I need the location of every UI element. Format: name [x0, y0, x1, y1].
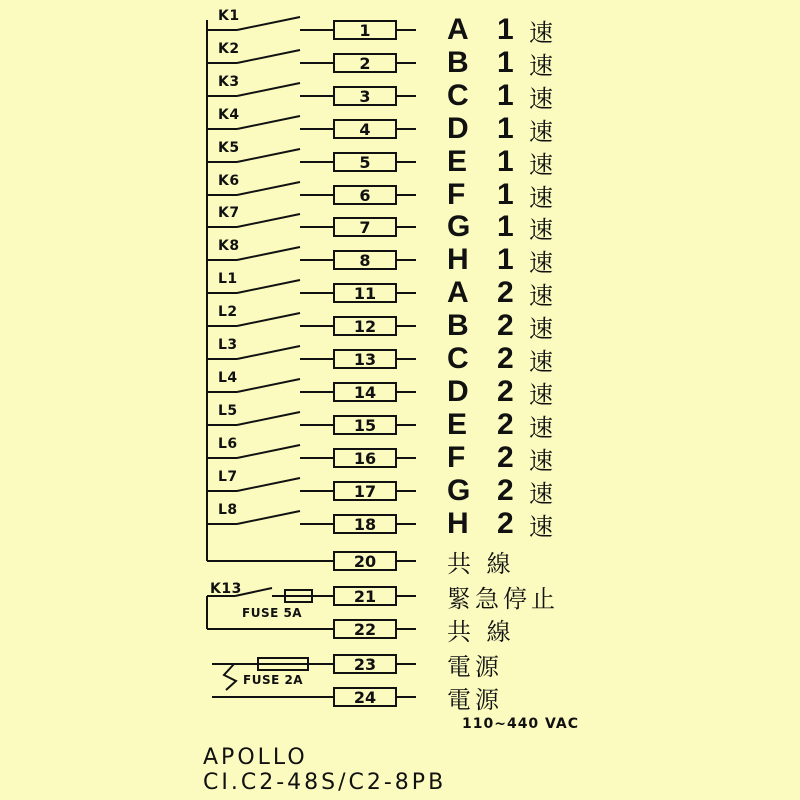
terminal-1-box — [333, 20, 397, 40]
terminal-21-number: 21 — [353, 587, 377, 606]
model-number: CI.C2-48S/C2-8PB — [203, 770, 447, 795]
switch-label-k8: K8 — [218, 238, 240, 254]
speed-group-letter: H — [447, 507, 469, 540]
speed-number: 1 — [497, 112, 514, 145]
speed-number: 2 — [497, 342, 514, 375]
speed-group-letter: E — [447, 145, 468, 178]
terminal-24-box — [333, 687, 397, 707]
terminal-22-box — [333, 619, 397, 639]
terminal-number: 12 — [353, 317, 377, 336]
switch-label-l2: L2 — [218, 304, 238, 320]
speed-group-letter: F — [447, 178, 466, 211]
terminal-8-box — [333, 250, 397, 270]
speed-number: 2 — [497, 375, 514, 408]
speed-suffix: 速 — [529, 84, 553, 113]
terminal-number: 2 — [359, 54, 371, 73]
speed-suffix: 速 — [529, 314, 553, 343]
speed-suffix: 速 — [529, 117, 553, 146]
fuse-5a-label: FUSE 5A — [242, 606, 303, 620]
switch-blade-l5 — [237, 412, 300, 425]
terminal-number: 18 — [353, 515, 377, 534]
speed-number: 1 — [497, 243, 514, 276]
power-label-b — [447, 681, 503, 713]
switch-label-l8: L8 — [218, 502, 238, 518]
speed-number: 2 — [497, 441, 514, 474]
terminal-number: 7 — [359, 218, 371, 237]
speed-suffix: 速 — [529, 18, 553, 47]
speed-group-letter: G — [447, 474, 471, 507]
speed-suffix: 速 — [529, 512, 553, 541]
terminal-7-box — [333, 217, 397, 237]
switch-label-k4: K4 — [218, 107, 240, 123]
speed-number: 1 — [497, 79, 514, 112]
switch-label-k7: K7 — [218, 205, 240, 221]
switch-blade-k7 — [237, 214, 300, 227]
switch-blade-l7 — [237, 478, 300, 491]
speed-group-letter: B — [447, 309, 469, 342]
switch-label-l1: L1 — [218, 271, 238, 287]
speed-group-letter: D — [447, 375, 469, 408]
speed-description — [447, 343, 553, 375]
speed-suffix: 速 — [529, 380, 553, 409]
terminal-number: 11 — [353, 284, 377, 303]
switch-blade-l4 — [237, 379, 300, 392]
speed-number: 1 — [497, 145, 514, 178]
terminal-number: 8 — [359, 251, 371, 270]
switch-blade-k2 — [237, 50, 300, 63]
speed-description — [447, 475, 553, 507]
terminal-18-box — [333, 514, 397, 534]
switch-label-k5: K5 — [218, 140, 240, 156]
speed-description — [447, 113, 553, 145]
speed-group-letter: F — [447, 441, 466, 474]
speed-description — [447, 179, 553, 211]
terminal-22-number: 22 — [353, 620, 377, 639]
speed-suffix: 速 — [529, 183, 553, 212]
speed-description — [447, 277, 553, 309]
switch-blade-k3 — [237, 83, 300, 96]
switch-label-l7: L7 — [218, 469, 238, 485]
emergency-stop-text: 緊急停止 — [447, 584, 559, 613]
speed-suffix: 速 — [529, 446, 553, 475]
switch-blade-l8 — [237, 511, 300, 524]
speed-description — [447, 211, 553, 243]
terminal-3-box — [333, 86, 397, 106]
terminal-number: 13 — [353, 350, 377, 369]
terminal-15-box — [333, 415, 397, 435]
switch-label-k3: K3 — [218, 74, 240, 90]
speed-group-letter: D — [447, 112, 469, 145]
terminal-6-box — [333, 185, 397, 205]
switch-blade-k8 — [237, 247, 300, 260]
speed-group-letter: B — [447, 46, 469, 79]
switch-label-k1: K1 — [218, 8, 240, 24]
terminal-number: 14 — [353, 383, 377, 402]
speed-number: 1 — [497, 178, 514, 211]
switch-blade-k4 — [237, 116, 300, 129]
terminal-number: 3 — [359, 87, 371, 106]
brand-name: APOLLO — [203, 745, 308, 770]
emergency-stop-label — [447, 580, 559, 612]
speed-description — [447, 442, 553, 474]
common-line-label — [447, 545, 515, 577]
speed-group-letter: H — [447, 243, 469, 276]
power-text-b: 電源 — [447, 685, 503, 714]
emergency-common-label — [447, 613, 515, 645]
switch-blade-k1 — [237, 17, 300, 30]
terminal-20-number: 20 — [353, 552, 377, 571]
common-line-text: 共 線 — [447, 549, 515, 578]
terminal-13-box — [333, 349, 397, 369]
terminal-2-box — [333, 53, 397, 73]
terminal-11-box — [333, 283, 397, 303]
speed-number: 1 — [497, 210, 514, 243]
terminal-23-box — [333, 654, 397, 674]
switch-blade-k5 — [237, 149, 300, 162]
power-text-a: 電源 — [447, 652, 503, 681]
terminal-number: 6 — [359, 186, 371, 205]
switch-label-l6: L6 — [218, 436, 238, 452]
switch-label-k2: K2 — [218, 41, 240, 57]
terminal-17-box — [333, 481, 397, 501]
speed-description — [447, 409, 553, 441]
speed-suffix: 速 — [529, 51, 553, 80]
speed-description — [447, 146, 553, 178]
power-label-a — [447, 648, 503, 680]
speed-group-letter: C — [447, 342, 469, 375]
speed-group-letter: E — [447, 408, 468, 441]
speed-group-letter: A — [447, 13, 469, 46]
speed-number: 1 — [497, 46, 514, 79]
speed-group-letter: A — [447, 276, 469, 309]
terminal-5-box — [333, 152, 397, 172]
switch-label-l5: L5 — [218, 403, 238, 419]
speed-number: 2 — [497, 507, 514, 540]
speed-group-letter: G — [447, 210, 471, 243]
terminal-16-box — [333, 448, 397, 468]
switch-blade-l6 — [237, 445, 300, 458]
speed-number: 1 — [497, 13, 514, 46]
power-switch-symbol — [224, 664, 236, 690]
switch-label-l4: L4 — [218, 370, 238, 386]
terminal-24-number: 24 — [353, 688, 377, 707]
terminal-number: 1 — [359, 21, 371, 40]
terminal-20-box — [333, 551, 397, 571]
speed-suffix: 速 — [529, 248, 553, 277]
terminal-23-number: 23 — [353, 655, 377, 674]
speed-suffix: 速 — [529, 150, 553, 179]
speed-number: 2 — [497, 408, 514, 441]
speed-number: 2 — [497, 474, 514, 507]
terminal-number: 15 — [353, 416, 377, 435]
terminal-14-box — [333, 382, 397, 402]
speed-suffix: 速 — [529, 413, 553, 442]
switch-blade-l1 — [237, 280, 300, 293]
speed-suffix: 速 — [529, 479, 553, 508]
terminal-12-box — [333, 316, 397, 336]
terminal-number: 5 — [359, 153, 371, 172]
speed-description — [447, 310, 553, 342]
voltage-rating: 110~440 VAC — [462, 716, 580, 732]
speed-group-letter: C — [447, 79, 469, 112]
terminal-number: 4 — [359, 120, 371, 139]
speed-description — [447, 47, 553, 79]
switch-blade-k6 — [237, 182, 300, 195]
speed-suffix: 速 — [529, 215, 553, 244]
switch-label-k13: K13 — [210, 581, 242, 597]
speed-description — [447, 14, 553, 46]
terminal-21-box — [333, 586, 397, 606]
speed-description — [447, 80, 553, 112]
speed-number: 2 — [497, 309, 514, 342]
speed-description — [447, 508, 553, 540]
switch-label-l3: L3 — [218, 337, 238, 353]
speed-number: 2 — [497, 276, 514, 309]
switch-label-k6: K6 — [218, 173, 240, 189]
terminal-4-box — [333, 119, 397, 139]
speed-suffix: 速 — [529, 347, 553, 376]
terminal-number: 16 — [353, 449, 377, 468]
switch-blade-l2 — [237, 313, 300, 326]
terminal-number: 17 — [353, 482, 377, 501]
speed-description — [447, 244, 553, 276]
speed-description — [447, 376, 553, 408]
speed-suffix: 速 — [529, 281, 553, 310]
fuse-2a-label: FUSE 2A — [243, 673, 304, 687]
emergency-common-text: 共 線 — [447, 617, 515, 646]
switch-blade-l3 — [237, 346, 300, 359]
